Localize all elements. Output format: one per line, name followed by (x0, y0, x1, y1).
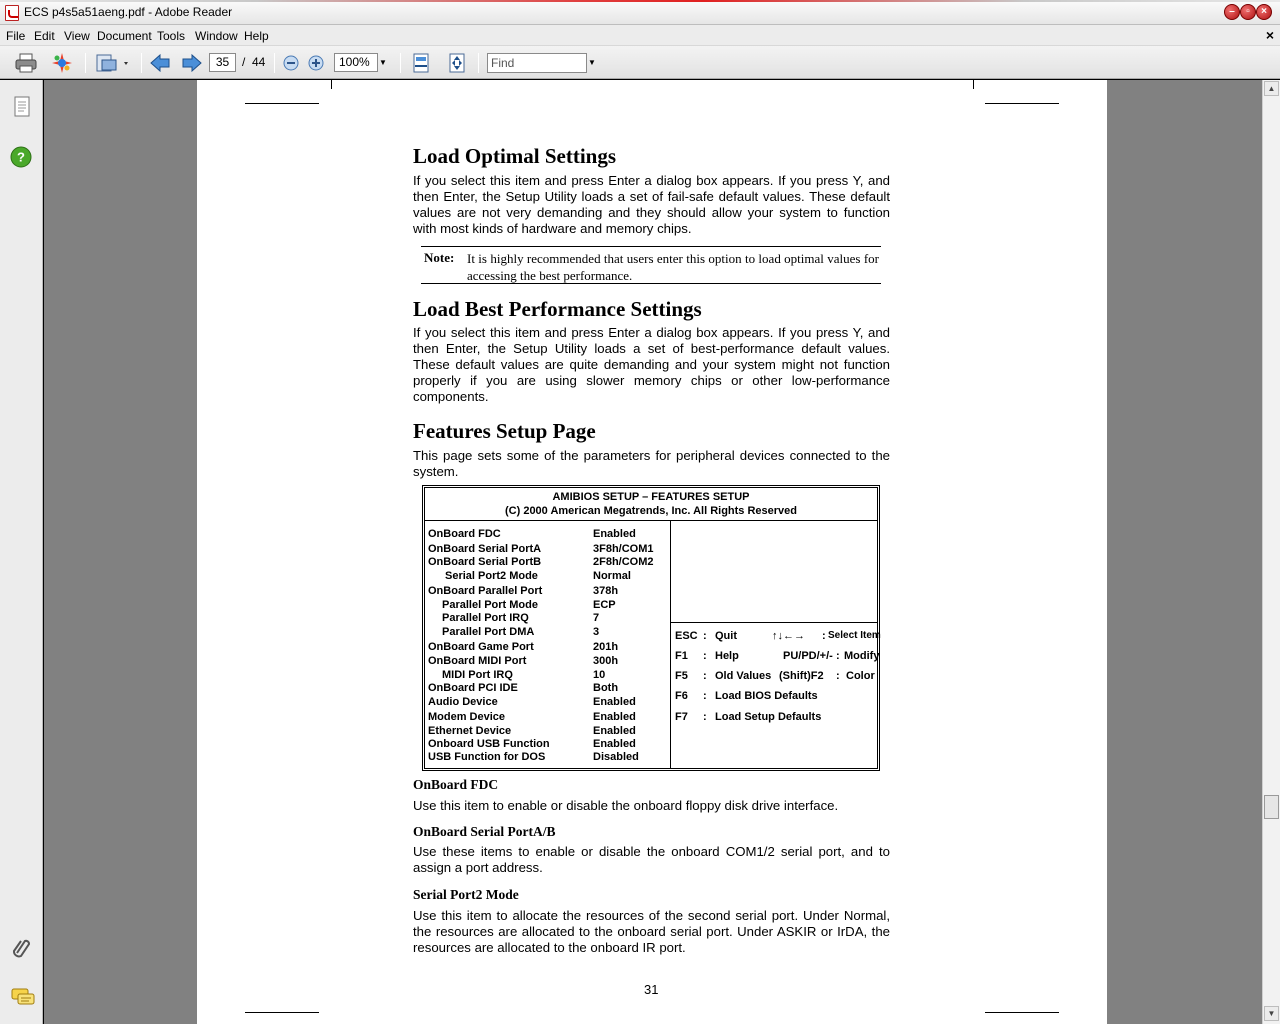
bios-setting-label: Ethernet Device (428, 725, 512, 737)
bios-key2-action: Color (846, 670, 875, 682)
fit-page-icon[interactable] (445, 52, 469, 74)
bios-setting-label: OnBoard FDC (428, 528, 501, 540)
bios-key-sep: : (703, 650, 707, 662)
bios-key-row (675, 690, 875, 704)
bios-key-row (675, 711, 875, 725)
bios-key-sep: : (703, 630, 707, 642)
attachments-icon[interactable] (10, 936, 34, 960)
section-heading: Features Setup Page (413, 419, 596, 443)
crop-mark (331, 80, 332, 89)
bios-key2: (Shift)F2 (779, 670, 824, 682)
page-total: 44 (252, 55, 266, 69)
bios-setting-row (428, 612, 668, 626)
section-body: This page sets some of the parameters for peripheral devices connected to the system. (413, 448, 890, 479)
bios-setting-label: Parallel Port IRQ (442, 612, 529, 624)
note-label: Note: (424, 250, 455, 265)
menu-edit[interactable]: Edit (34, 29, 55, 43)
bios-setting-row (428, 725, 668, 739)
bios-setting-value: Enabled (593, 696, 636, 708)
bios-setting-label: OnBoard Parallel Port (428, 585, 543, 597)
crop-mark (973, 80, 974, 89)
bios-setup-screen (422, 485, 880, 771)
bios-setting-value: ECP (593, 599, 616, 611)
bios-key-row (675, 650, 880, 664)
page-separator: / (242, 55, 246, 69)
bios-setting-row (428, 599, 668, 613)
bios-key2-sep: : (836, 670, 840, 682)
bios-setting-label: OnBoard Game Port (428, 641, 534, 653)
menu-document[interactable]: Document (97, 29, 152, 43)
organizer-icon[interactable] (50, 52, 74, 74)
menu-window[interactable]: Window (195, 29, 238, 43)
bios-setting-row (428, 585, 668, 599)
item-title: Serial Port2 Mode (413, 887, 519, 902)
bios-setting-row (428, 669, 668, 683)
bios-setting-value: 2F8h/COM2 (593, 556, 654, 568)
bios-key-action: Quit (715, 630, 737, 642)
bios-key: F6 (675, 690, 688, 702)
bios-setting-value: 3F8h/COM1 (593, 543, 654, 555)
navigation-pane (0, 80, 43, 1024)
restore-button[interactable]: ▫ (1240, 4, 1256, 20)
find-input[interactable]: Find (487, 53, 587, 73)
bios-setting-label: Modem Device (428, 711, 506, 723)
bios-setting-row (428, 570, 668, 584)
bios-setting-value: 300h (593, 655, 619, 667)
bios-key-action: Load Setup Defaults (715, 711, 822, 723)
zoom-in-icon[interactable] (307, 52, 325, 74)
email-icon[interactable] (94, 52, 130, 74)
toolbar-separator (400, 53, 401, 73)
section-heading: Load Optimal Settings (413, 144, 617, 168)
bios-key-sep: : (703, 670, 707, 682)
bios-setting-value: Enabled (593, 738, 636, 750)
bios-setting-label: OnBoard Serial PortA (428, 543, 542, 555)
item-body: Use these items to enable or disable the onboard COM1/2 serial port, and to assign a port address. (413, 844, 890, 875)
bios-copyright: (C) 2000 American Megatrends, Inc. All Rights Reserved (505, 505, 797, 517)
window-title: ECS p4s5a51aeng.pdf - Adobe Reader (24, 5, 233, 19)
comments-icon[interactable] (10, 986, 36, 1008)
bios-setting-row (428, 528, 668, 542)
bios-title: AMIBIOS SETUP – FEATURES SETUP (552, 491, 750, 503)
bios-setting-label: Parallel Port Mode (442, 599, 538, 611)
bios-key: F5 (675, 670, 688, 682)
bios-setting-value: Enabled (593, 528, 636, 540)
toolbar-separator (85, 53, 86, 73)
item-title: OnBoard FDC (413, 777, 499, 792)
crop-mark (245, 103, 319, 104)
bios-setting-row (428, 626, 668, 640)
section-body: If you select this item and press Enter a dialog box appears. If you press Y, and then Enter, the Setup Utility loads a set of fail-safe default values. These default values are not very demanding and they should allow your system to function with most kinds of hardware and memory chips. (413, 173, 890, 236)
print-icon[interactable] (14, 52, 38, 74)
next-page-icon[interactable] (180, 52, 204, 74)
bios-key-action: Old Values (715, 670, 772, 682)
menu-file[interactable]: File (6, 29, 26, 43)
scroll-up-icon[interactable]: ▲ (1264, 81, 1279, 96)
bios-key-action: Load BIOS Defaults (715, 690, 818, 702)
bios-setting-label: OnBoard MIDI Port (428, 655, 527, 667)
close-window-button[interactable]: × (1256, 4, 1272, 20)
bios-setting-row (428, 543, 668, 557)
bios-setting-value: 378h (593, 585, 619, 597)
bios-setting-label: Serial Port2 Mode (445, 570, 538, 582)
bios-setting-label: USB Function for DOS (428, 751, 546, 763)
bios-setting-label: MIDI Port IRQ (442, 669, 513, 681)
close-document-button[interactable]: × (1265, 27, 1274, 43)
zoom-out-icon[interactable] (282, 52, 300, 74)
item-body: Use this item to allocate the resources of the second serial port. Under Normal, the resources are allocated to the onboard serial port. Under ASKIR or IrDA, the resources are allocated to the onboard IR port. (413, 908, 890, 955)
zoom-dropdown-icon[interactable]: ▼ (379, 58, 387, 67)
bios-setting-value: 7 (593, 612, 600, 624)
crop-mark (985, 103, 1059, 104)
bios-setting-label: Onboard USB Function (428, 738, 550, 750)
svg-text:?: ? (17, 149, 25, 165)
pages-icon[interactable] (11, 95, 33, 119)
zoom-field[interactable]: 100% (334, 53, 378, 72)
title-bar (0, 0, 1280, 25)
menu-help[interactable]: Help (244, 29, 269, 43)
bios-setting-value: Disabled (593, 751, 639, 763)
section-heading: Load Best Performance Settings (413, 297, 702, 321)
bios-key: F1 (675, 650, 688, 662)
scroll-down-icon[interactable]: ▼ (1264, 1006, 1279, 1021)
note-text: It is highly recommended that users enter this option to load optimal values for accessing the best performance. (467, 251, 879, 283)
bios-setting-row (428, 711, 668, 725)
previous-page-icon[interactable] (148, 52, 172, 74)
bios-key2-action: Select Item (828, 630, 881, 641)
bios-setting-value: 10 (593, 669, 606, 681)
bios-setting-label: OnBoard Serial PortB (428, 556, 542, 568)
toolbar-separator (478, 53, 479, 73)
menu-tools[interactable]: Tools (157, 29, 186, 43)
bios-key: F7 (675, 711, 688, 723)
fit-width-icon[interactable] (409, 52, 433, 74)
bios-setting-value: Enabled (593, 725, 636, 737)
title-accent (0, 0, 1280, 2)
bios-key2: ↑↓←→ (772, 630, 805, 642)
page-number-input[interactable]: 35 (209, 53, 236, 72)
scroll-thumb[interactable] (1264, 795, 1279, 819)
bios-key-action: Help (715, 650, 739, 662)
bios-divider (670, 622, 877, 623)
bios-key-row (675, 630, 881, 644)
bios-key-row (675, 670, 875, 684)
toolbar-separator (141, 53, 142, 73)
bios-key: ESC (675, 630, 698, 642)
minimize-button[interactable]: – (1224, 4, 1240, 20)
bios-setting-row (428, 696, 668, 710)
bios-setting-row (428, 751, 668, 765)
bios-header (425, 488, 877, 521)
help-icon[interactable] (10, 146, 32, 168)
vertical-scrollbar[interactable] (1262, 80, 1280, 1024)
bios-setting-value: 3 (593, 626, 600, 638)
toolbar-separator (274, 53, 275, 73)
document-area[interactable] (44, 80, 1262, 1024)
bios-setting-label: OnBoard PCI IDE (428, 682, 518, 694)
bios-key2-sep: : (822, 630, 826, 642)
adobe-reader-icon (5, 5, 19, 21)
bios-setting-row (428, 738, 668, 752)
bios-setting-row (428, 682, 668, 696)
menu-bar (0, 25, 1280, 46)
bios-setting-value: Both (593, 682, 619, 694)
bios-setting-label: Parallel Port DMA (442, 626, 535, 638)
find-dropdown-icon[interactable]: ▼ (588, 58, 596, 67)
pdf-page (197, 80, 1107, 1024)
bios-setting-value: Enabled (593, 711, 636, 723)
page-number: 31 (644, 982, 659, 997)
bios-setting-row (428, 655, 668, 669)
bios-setting-row (428, 641, 668, 655)
bios-key-sep: : (703, 711, 707, 723)
section-body: If you select this item and press Enter a dialog box appears. If you press Y, and then Enter, the Setup Utility loads a set of best-performance default values. These default values are quite demanding and your system might not function properly if you are using slower memory chips or other low-performance components. (413, 325, 890, 404)
bios-divider (670, 521, 671, 768)
crop-mark (985, 1012, 1059, 1013)
item-body: Use this item to enable or disable the onboard floppy disk drive interface. (413, 798, 839, 813)
bios-key2: PU/PD/+/- (783, 650, 833, 662)
item-title: OnBoard Serial PortA/B (413, 824, 556, 839)
toolbar (0, 46, 1280, 79)
bios-key2-sep: : (836, 650, 840, 662)
bios-setting-label: Audio Device (428, 696, 498, 708)
bios-key2-action: Modify (844, 650, 880, 662)
crop-mark (245, 1012, 319, 1013)
note-box (421, 246, 881, 284)
bios-key-sep: : (703, 690, 707, 702)
bios-setting-row (428, 556, 668, 570)
menu-view[interactable]: View (64, 29, 90, 43)
bios-setting-value: Normal (593, 570, 631, 582)
bios-setting-value: 201h (593, 641, 619, 653)
